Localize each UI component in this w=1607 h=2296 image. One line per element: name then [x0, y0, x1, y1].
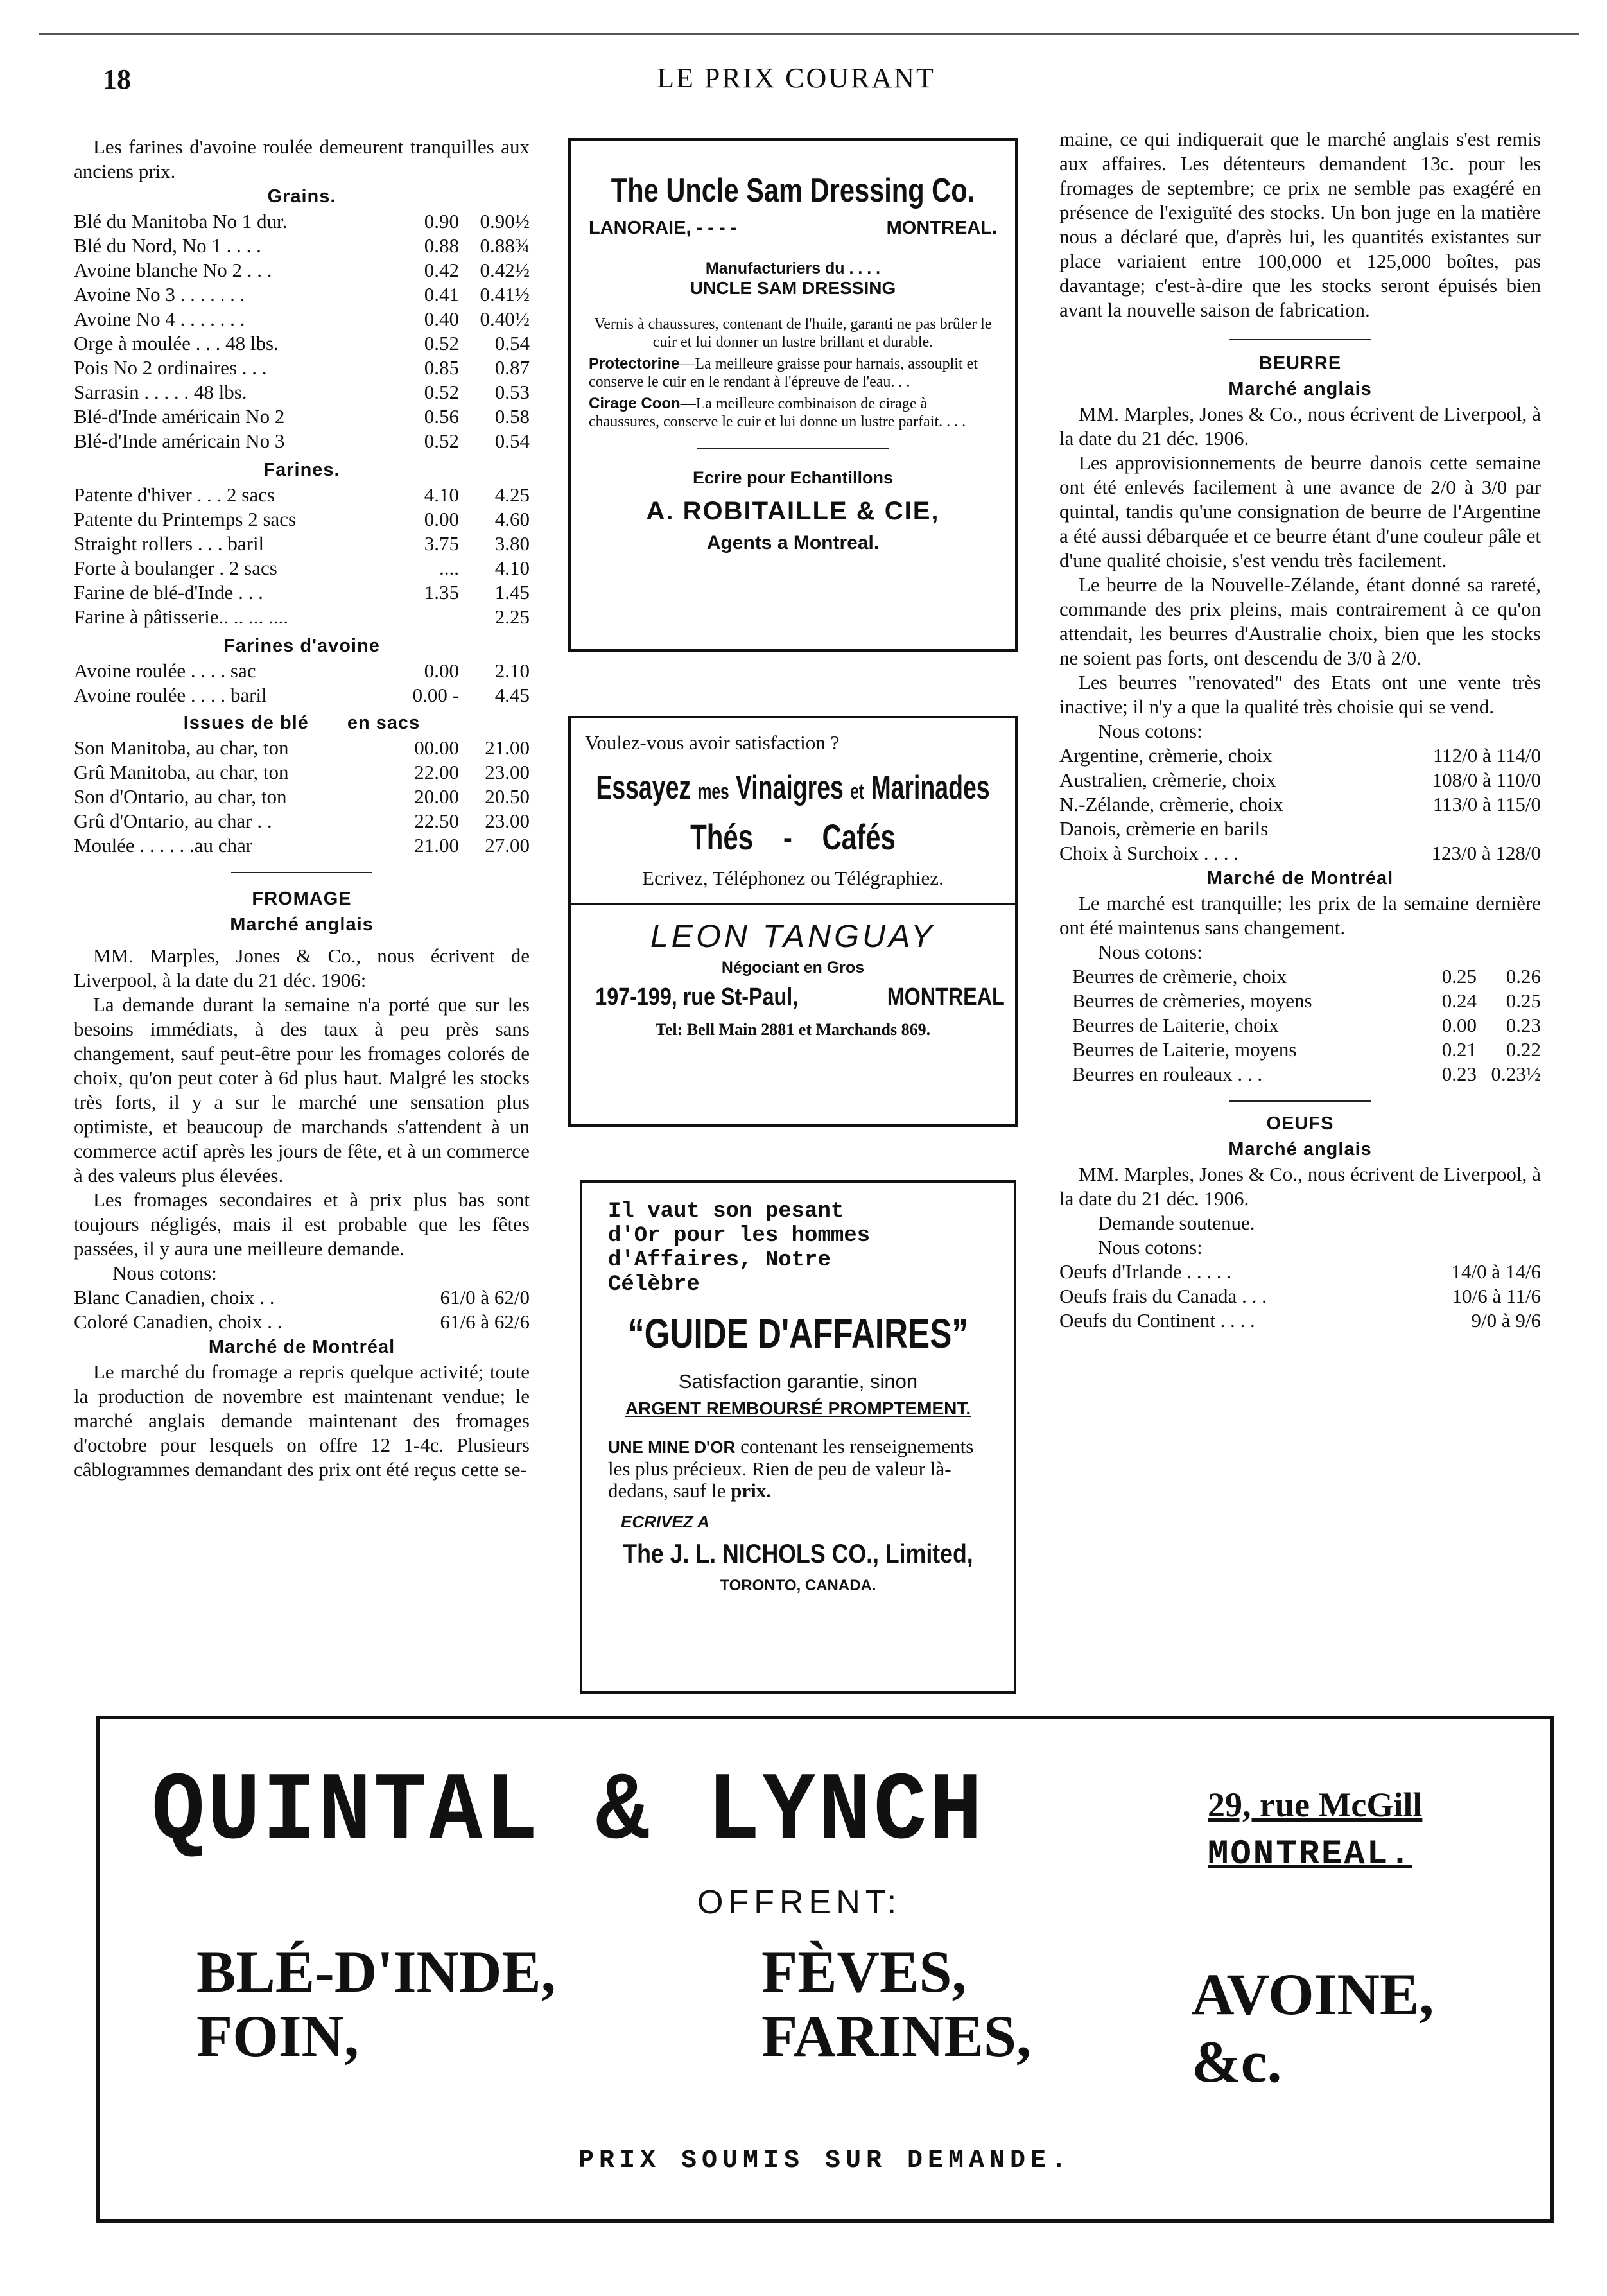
- right-column: [1059, 127, 1541, 1333]
- farines-heading: Farines.: [263, 460, 340, 480]
- ad1-l3: —La meilleure combinaison de cirage à chaussures, conserve le cuir et lui donne un lustre parfait. . . .: [589, 396, 966, 430]
- divider: [1229, 1100, 1371, 1102]
- row-value: 0.23: [1506, 1014, 1541, 1036]
- row-value: 9/0 à 9/6: [1471, 1309, 1541, 1332]
- row-value: 0.40: [424, 308, 459, 330]
- oeufs-p1: MM. Marples, Jones & Co., nous écrivent de Liverpool, à la date du 21 déc. 1906.: [1059, 1163, 1541, 1210]
- ad1-title: The Uncle Sam Dressing Co.: [611, 172, 975, 209]
- beurre-p1: MM. Marples, Jones & Co., nous écrivent de Liverpool, à la date du 21 déc. 1906.: [1059, 403, 1541, 449]
- ad1-agent2: Agents a Montreal.: [706, 532, 880, 553]
- row-label: Beurres de Laiterie, moyens: [1072, 1038, 1297, 1061]
- row-value: 1.35: [424, 581, 459, 604]
- ad4-c3a: AVOINE,: [1192, 1961, 1434, 2027]
- row-value: 0.90½: [480, 210, 530, 232]
- ad1-loc1: LANORAIE, - - - -: [589, 218, 737, 238]
- oeufs-sub1: Marché anglais: [1228, 1139, 1372, 1160]
- fromage-table: [74, 1285, 530, 1334]
- row-value: 0.54: [494, 430, 530, 452]
- row-label: Avoine No 4 . . . . . . .: [74, 308, 245, 330]
- beurre-cotons: Nous cotons:: [1098, 720, 1203, 742]
- table-row: [74, 556, 530, 580]
- ad2-divider: [571, 903, 1015, 905]
- issues-heading-2: en sacs: [347, 713, 421, 733]
- ad1-l3-key: Cirage Coon: [589, 395, 681, 412]
- left-column: [74, 135, 530, 1482]
- row-value: 0.25: [1441, 965, 1477, 987]
- ad3-mine-block: [608, 1436, 988, 1502]
- beurre-sub2: Marché de Montréal: [1206, 868, 1394, 889]
- table-row: [74, 429, 530, 453]
- row-value: 4.45: [494, 684, 530, 706]
- row-label: Avoine No 3 . . . . . . .: [74, 283, 245, 306]
- row-value: 0.41½: [480, 283, 530, 306]
- ad1-echantillons: Ecrire pour Echantillons: [692, 468, 894, 487]
- ad4-addr2: MONTREAL.: [1208, 1835, 1412, 1874]
- ad1-mfr: Manufacturiers du . . . .: [705, 259, 881, 277]
- row-value: 14/0 à 14/6: [1451, 1260, 1541, 1283]
- ad1-divider: [697, 448, 889, 449]
- table-row: [74, 605, 530, 629]
- row-value: 0.58: [494, 405, 530, 428]
- row-label: N.-Zélande, crèmerie, choix: [1059, 793, 1283, 815]
- farines-avoine-table: [74, 659, 530, 708]
- row-value: ....: [439, 557, 459, 579]
- intro-text: Les farines d'avoine roulée demeurent tranquilles aux anciens prix.: [74, 135, 530, 182]
- ad2-dash: -: [783, 817, 792, 857]
- ad3-heading: Il vaut son pesant d'Or pour les hommes d'Affaires, Notre Célèbre: [608, 1199, 871, 1297]
- row-label: Grû Manitoba, au char, ton: [74, 761, 289, 783]
- row-value: 0.24: [1441, 989, 1477, 1012]
- ad1-l2-key: Protectorine: [589, 355, 680, 372]
- table-row: [1072, 1013, 1541, 1038]
- row-label: Son d'Ontario, au char, ton: [74, 785, 287, 808]
- ad2-et: et: [850, 779, 865, 804]
- row-label: Orge à moulée . . . 48 lbs.: [74, 332, 279, 354]
- ad2-ecrivez: Ecrivez, Téléphonez ou Télégraphiez.: [642, 867, 944, 889]
- fromage-cotons: Nous cotons:: [112, 1262, 217, 1284]
- table-row: [1072, 964, 1541, 989]
- table-row: [74, 234, 530, 258]
- grains-table: [74, 209, 530, 453]
- row-value: 0.00: [1441, 1014, 1477, 1036]
- fromage-heading: FROMAGE: [252, 889, 352, 909]
- row-label: Blanc Canadien, choix . .: [74, 1286, 275, 1309]
- table-row: [1059, 817, 1541, 841]
- issues-heading: Issues de blé: [183, 713, 309, 733]
- row-label: Sarrasin . . . . . 48 lbs.: [74, 381, 247, 403]
- row-value: 108/0 à 110/0: [1432, 769, 1541, 791]
- ad1-l2-block: [589, 355, 997, 391]
- oeufs-p2: Demande soutenue.: [1098, 1212, 1255, 1234]
- row-label: Argentine, crèmerie, choix: [1059, 744, 1273, 767]
- row-value: 4.25: [494, 483, 530, 506]
- table-row: [1059, 1260, 1541, 1284]
- row-label: Oeufs frais du Canada . . .: [1059, 1285, 1267, 1307]
- top-rule: [39, 33, 1579, 35]
- row-value: 3.80: [494, 532, 530, 555]
- ad3-prix: prix.: [731, 1479, 771, 1502]
- row-label: Avoine roulée . . . . baril: [74, 684, 267, 706]
- issues-table: [74, 736, 530, 858]
- row-label: Avoine roulée . . . . sac: [74, 659, 256, 682]
- row-value: 0.52: [424, 381, 459, 403]
- ad-uncle-sam: [568, 138, 1018, 652]
- row-value: 27.00: [485, 834, 530, 857]
- row-value: 2.25: [494, 605, 530, 628]
- ad2-name: LEON TANGUAY: [650, 918, 936, 954]
- row-value: 0.00 -: [412, 684, 459, 706]
- row-value: 0.23: [1441, 1063, 1477, 1085]
- row-value: 61/0 à 62/0: [440, 1286, 530, 1309]
- row-value: 0.40½: [480, 308, 530, 330]
- beurre-p2: Les approvisionnements de beurre danois cette semaine ont été enlevés facilement à une avance de 2/0 à 3/0 par quintal, tandis qu'une consignation de beurre de l'Argentine a été aussi débarquée et ce beurre étant d'une couleur pâle et d'une qualité choisie, s'est vendu très facilement.: [1059, 451, 1541, 571]
- table-row: [74, 380, 530, 404]
- table-row: [74, 659, 530, 683]
- row-label: Oeufs d'Irlande . . . . .: [1059, 1260, 1232, 1283]
- farines-avoine-heading: Farines d'avoine: [223, 636, 380, 656]
- table-row: [1059, 1284, 1541, 1309]
- row-label: Beurres en rouleaux . . .: [1072, 1063, 1263, 1085]
- ad2-addr: 197-199, rue St-Paul,: [595, 984, 799, 1011]
- row-label: Patente du Printemps 2 sacs: [74, 508, 297, 530]
- fromage-sub2: Marché de Montréal: [208, 1337, 395, 1357]
- row-value: 0.85: [424, 356, 459, 379]
- row-value: 21.00: [414, 834, 459, 857]
- divider: [1229, 339, 1371, 340]
- ad1-agent: A. ROBITAILLE & CIE,: [646, 497, 940, 525]
- ad-leon-tanguay: [568, 716, 1018, 1127]
- table-row: [1072, 989, 1541, 1013]
- row-value: 23.00: [485, 761, 530, 783]
- issues-heading-row: [74, 710, 530, 736]
- row-label: Blé du Manitoba No 1 dur.: [74, 210, 288, 232]
- row-label: Danois, crèmerie en barils: [1059, 817, 1269, 840]
- row-value: 61/6 à 62/6: [440, 1310, 530, 1333]
- ad3-company: The J. L. NICHOLS CO., Limited,: [623, 1538, 973, 1569]
- table-row: [74, 209, 530, 234]
- beurre-table: [1059, 744, 1541, 865]
- row-label: Son Manitoba, au char, ton: [74, 736, 289, 759]
- table-row: [1059, 841, 1541, 865]
- ad-quintal-lynch: [96, 1716, 1554, 2223]
- table-row: [74, 760, 530, 785]
- ad3-city: TORONTO, CANADA.: [720, 1577, 876, 1594]
- table-row: [74, 785, 530, 809]
- farines-table: [74, 483, 530, 629]
- row-value: 0.42: [424, 259, 459, 281]
- row-label: Grû d'Ontario, au char . .: [74, 810, 272, 832]
- row-value: 4.10: [424, 483, 459, 506]
- ad1-l1: Vernis à chaussures, contenant de l'huile, garanti ne pas brûler le cuir et lui donner un lustre brillant et durable.: [594, 316, 992, 351]
- row-value: 20.00: [414, 785, 459, 808]
- row-value: 0.52: [424, 332, 459, 354]
- row-label: Avoine blanche No 2 . . .: [74, 259, 272, 281]
- ad4-offrent: OFFRENT:: [697, 1884, 902, 1921]
- row-label: Blé du Nord, No 1 . . . .: [74, 234, 261, 257]
- divider: [231, 872, 372, 873]
- table-row: [74, 483, 530, 507]
- row-value: 113/0 à 115/0: [1432, 793, 1541, 815]
- ad2-line1: [593, 769, 994, 807]
- row-value: 0.52: [424, 430, 459, 452]
- ad2-line2: [637, 816, 949, 858]
- row-value: 112/0 à 114/0: [1432, 744, 1541, 767]
- beurre-p3: Le beurre de la Nouvelle-Zélande, étant donné sa rareté, commande des prix pleins, mais contrairement à ce qu'on attendait, les beurres d'Australie choix, bien que les stocks ne soient pas forts, ont descendu de 3/0 à 2/0.: [1059, 573, 1541, 669]
- table-row: [74, 833, 530, 858]
- table-row: [1059, 1309, 1541, 1333]
- row-value: 10/6 à 11/6: [1452, 1285, 1541, 1307]
- table-row: [1059, 744, 1541, 768]
- page-number: 18: [103, 64, 131, 95]
- table-row: [74, 507, 530, 532]
- row-value: 0.21: [1441, 1038, 1477, 1061]
- row-label: Blé-d'Inde américain No 3: [74, 430, 285, 452]
- fromage-p1: MM. Marples, Jones & Co., nous écrivent de Liverpool, à la date du 21 déc. 1906:: [74, 944, 530, 991]
- beurre-cotons2: Nous cotons:: [1098, 941, 1203, 963]
- row-value: 4.60: [494, 508, 530, 530]
- row-value: 1.45: [494, 581, 530, 604]
- row-value: 23.00: [485, 810, 530, 832]
- ad2-thes: Thés: [690, 817, 754, 857]
- ad1-l3-block: [589, 395, 997, 431]
- ad1-location: [589, 218, 997, 239]
- oeufs-heading: OEUFS: [1266, 1113, 1334, 1134]
- row-value: 0.00: [424, 659, 459, 682]
- row-value: 00.00: [414, 736, 459, 759]
- ad3-satisfaction: Satisfaction garantie, sinon: [678, 1370, 918, 1393]
- table-row: [1072, 1062, 1541, 1086]
- ad1-brand: UNCLE SAM DRESSING: [690, 278, 896, 298]
- row-value: 0.53: [494, 381, 530, 403]
- row-label: Pois No 2 ordinaires . . .: [74, 356, 267, 379]
- ad4-c1b: FOIN,: [196, 2003, 359, 2069]
- table-row: [74, 258, 530, 283]
- beurre-montreal-table: [1059, 964, 1541, 1086]
- table-row: [74, 809, 530, 833]
- ad3-argent: ARGENT REMBOURSÉ PROMPTEMENT.: [625, 1398, 971, 1418]
- ad1-l2: —La meilleure graisse pour harnais, assouplit et conserve le cuir en le rendant à l'épreuve de l'eau. . .: [589, 356, 978, 390]
- row-value: 0.42½: [480, 259, 530, 281]
- ad4-c1a: BLÉ-D'INDE,: [196, 1939, 556, 2005]
- ad3-mine1: UNE MINE D'OR: [608, 1438, 736, 1457]
- fromage-p4: Le marché du fromage a repris quelque activité; toute la production de novembre est maintenant vendue; le marché anglais demande maintenant des fromages d'octobre pour lesquels on offre 12 1-4c. Plusieurs câblogrammes demandant des prix ont été reçus cette se-: [74, 1361, 530, 1481]
- table-row: [1059, 792, 1541, 817]
- table-row: [74, 1285, 530, 1310]
- page-title: LE PRIX COURANT: [657, 62, 935, 94]
- beurre-heading: BEURRE: [1258, 353, 1342, 374]
- row-value: 0.90: [424, 210, 459, 232]
- ad2-marinades: Marinades: [871, 769, 990, 806]
- table-row: [74, 736, 530, 760]
- row-label: Patente d'hiver . . . 2 sacs: [74, 483, 275, 506]
- fromage-p3: Les fromages secondaires et à prix plus bas sont toujours négligés, mais il est probable que les fêtes passées, il y aura une meilleure demande.: [74, 1188, 530, 1260]
- table-row: [1072, 1038, 1541, 1062]
- ad2-essayez: Essayez: [596, 769, 691, 806]
- fromage-p2: La demande durant la semaine n'a porté que sur les besoins immédiats, à des taux à peu près sans changement, sauf peut-être pour les fromages colorés de choix, qu'on peut coter à 6d plus haut. Malgré les stocks très forts, il y a sur le marché une sensation plus optimiste, et beaucoup de marchands s'attendent à un commerce actif après les jours de fête, et à un commerce à des valeurs plus élevées.: [74, 993, 530, 1187]
- row-value: 22.00: [414, 761, 459, 783]
- row-value: 0.26: [1506, 965, 1541, 987]
- table-row: [1059, 768, 1541, 792]
- row-value: 20.50: [485, 785, 530, 808]
- row-value: 22.50: [414, 810, 459, 832]
- beurre-p5: Le marché est tranquille; les prix de la semaine dernière ont été maintenus sans changement.: [1059, 892, 1541, 939]
- table-row: [74, 307, 530, 331]
- ad-guide-affaires: [580, 1180, 1016, 1694]
- row-label: Choix à Surchoix . . . .: [1059, 842, 1238, 864]
- fromage-sub1: Marché anglais: [230, 914, 374, 935]
- row-value: 0.23½: [1491, 1063, 1541, 1085]
- row-value: 0.22: [1506, 1038, 1541, 1061]
- row-label: Forte à boulanger . 2 sacs: [74, 557, 277, 579]
- row-value: 0.56: [424, 405, 459, 428]
- row-label: Coloré Canadien, choix . .: [74, 1310, 282, 1333]
- row-value: 3.75: [424, 532, 459, 555]
- ad4-footer: PRIX SOUMIS SUR DEMANDE.: [578, 2146, 1072, 2175]
- table-row: [74, 356, 530, 380]
- table-row: [74, 1310, 530, 1334]
- row-value: 0.41: [424, 283, 459, 306]
- row-label: Farine de blé-d'Inde . . .: [74, 581, 263, 604]
- ad2-negociant: Négociant en Gros: [721, 959, 865, 977]
- row-value: 0.88¾: [480, 234, 530, 257]
- table-row: [74, 331, 530, 356]
- row-label: Straight rollers . . . baril: [74, 532, 265, 555]
- ad2-city: MONTREAL: [887, 984, 1005, 1011]
- table-row: [74, 532, 530, 556]
- beurre-p4: Les beurres "renovated" des Etats ont une vente très inactive; il n'y a que la qualité très choisie qui se vend.: [1059, 671, 1541, 718]
- table-row: [74, 283, 530, 307]
- row-value: 123/0 à 128/0: [1431, 842, 1541, 864]
- row-label: Beurres de crèmerie, choix: [1072, 965, 1287, 987]
- ad3-guide: “GUIDE D'AFFAIRES”: [628, 1310, 968, 1357]
- grains-heading: Grains.: [267, 186, 336, 207]
- row-label: Oeufs du Continent . . . .: [1059, 1309, 1255, 1332]
- row-label: Australien, crèmerie, choix: [1059, 769, 1276, 791]
- row-value: 4.10: [494, 557, 530, 579]
- row-label: Beurres de Laiterie, choix: [1072, 1014, 1279, 1036]
- ad4-c2b: FARINES,: [761, 2003, 1032, 2069]
- oeufs-table: [1059, 1260, 1541, 1333]
- row-label: Blé-d'Inde américain No 2: [74, 405, 285, 428]
- row-value: 2.10: [494, 659, 530, 682]
- ad4-c2a: FÈVES,: [761, 1939, 967, 2005]
- oeufs-cotons: Nous cotons:: [1098, 1236, 1203, 1258]
- row-value: 0.54: [494, 332, 530, 354]
- row-label: Moulée . . . . . .au char: [74, 834, 253, 857]
- ad2-cafes: Cafés: [822, 817, 896, 857]
- table-row: [74, 683, 530, 708]
- ad2-vinaigres: Vinaigres: [735, 769, 844, 806]
- ad3-mine2: contenant les renseignements les plus précieux. Rien de peu de valeur là-dedans, sauf le: [608, 1435, 974, 1502]
- ad3-ecrivez: ECRIVEZ A: [621, 1512, 709, 1531]
- row-value: 0.00: [424, 508, 459, 530]
- ad2-tel: Tel: Bell Main 2881 et Marchands 869.: [655, 1020, 931, 1039]
- row-value: 0.25: [1506, 989, 1541, 1012]
- ad2-mes: mes: [697, 779, 729, 804]
- row-value: 0.88: [424, 234, 459, 257]
- ad1-loc2: MONTREAL.: [886, 218, 997, 238]
- row-label: Beurres de crèmeries, moyens: [1072, 989, 1312, 1012]
- table-row: [74, 580, 530, 605]
- ad4-addr1: 29, rue McGill: [1208, 1786, 1423, 1824]
- ad4-name: QUINTAL & LYNCH: [152, 1758, 985, 1867]
- ad2-address-row: [595, 984, 1005, 1011]
- table-row: [74, 404, 530, 429]
- beurre-sub1: Marché anglais: [1228, 379, 1372, 399]
- right-p0: maine, ce qui indiquerait que le marché anglais s'est remis aux affaires. Les détenteurs demandent 13c. pour les fromages de septembre; ce prix ne semble pas exagéré en présence de l'exiguïté des stocks. Un bon juge en la matière nous a déclaré que, d'après lui, les quantités existantes sur place variaient entre 100,000 et 125,000 boîtes, pas davantage; c'est-à-dire que les stocks seront épuisés bien avant la nouvelle saison de fabrication.: [1059, 128, 1541, 321]
- ad4-c3b: &c.: [1192, 2029, 1282, 2094]
- ad2-question: Voulez-vous avoir satisfaction ?: [585, 731, 840, 754]
- row-value: 21.00: [485, 736, 530, 759]
- row-value: 0.87: [494, 356, 530, 379]
- row-label: Farine à pâtisserie.. .. ... ....: [74, 605, 289, 628]
